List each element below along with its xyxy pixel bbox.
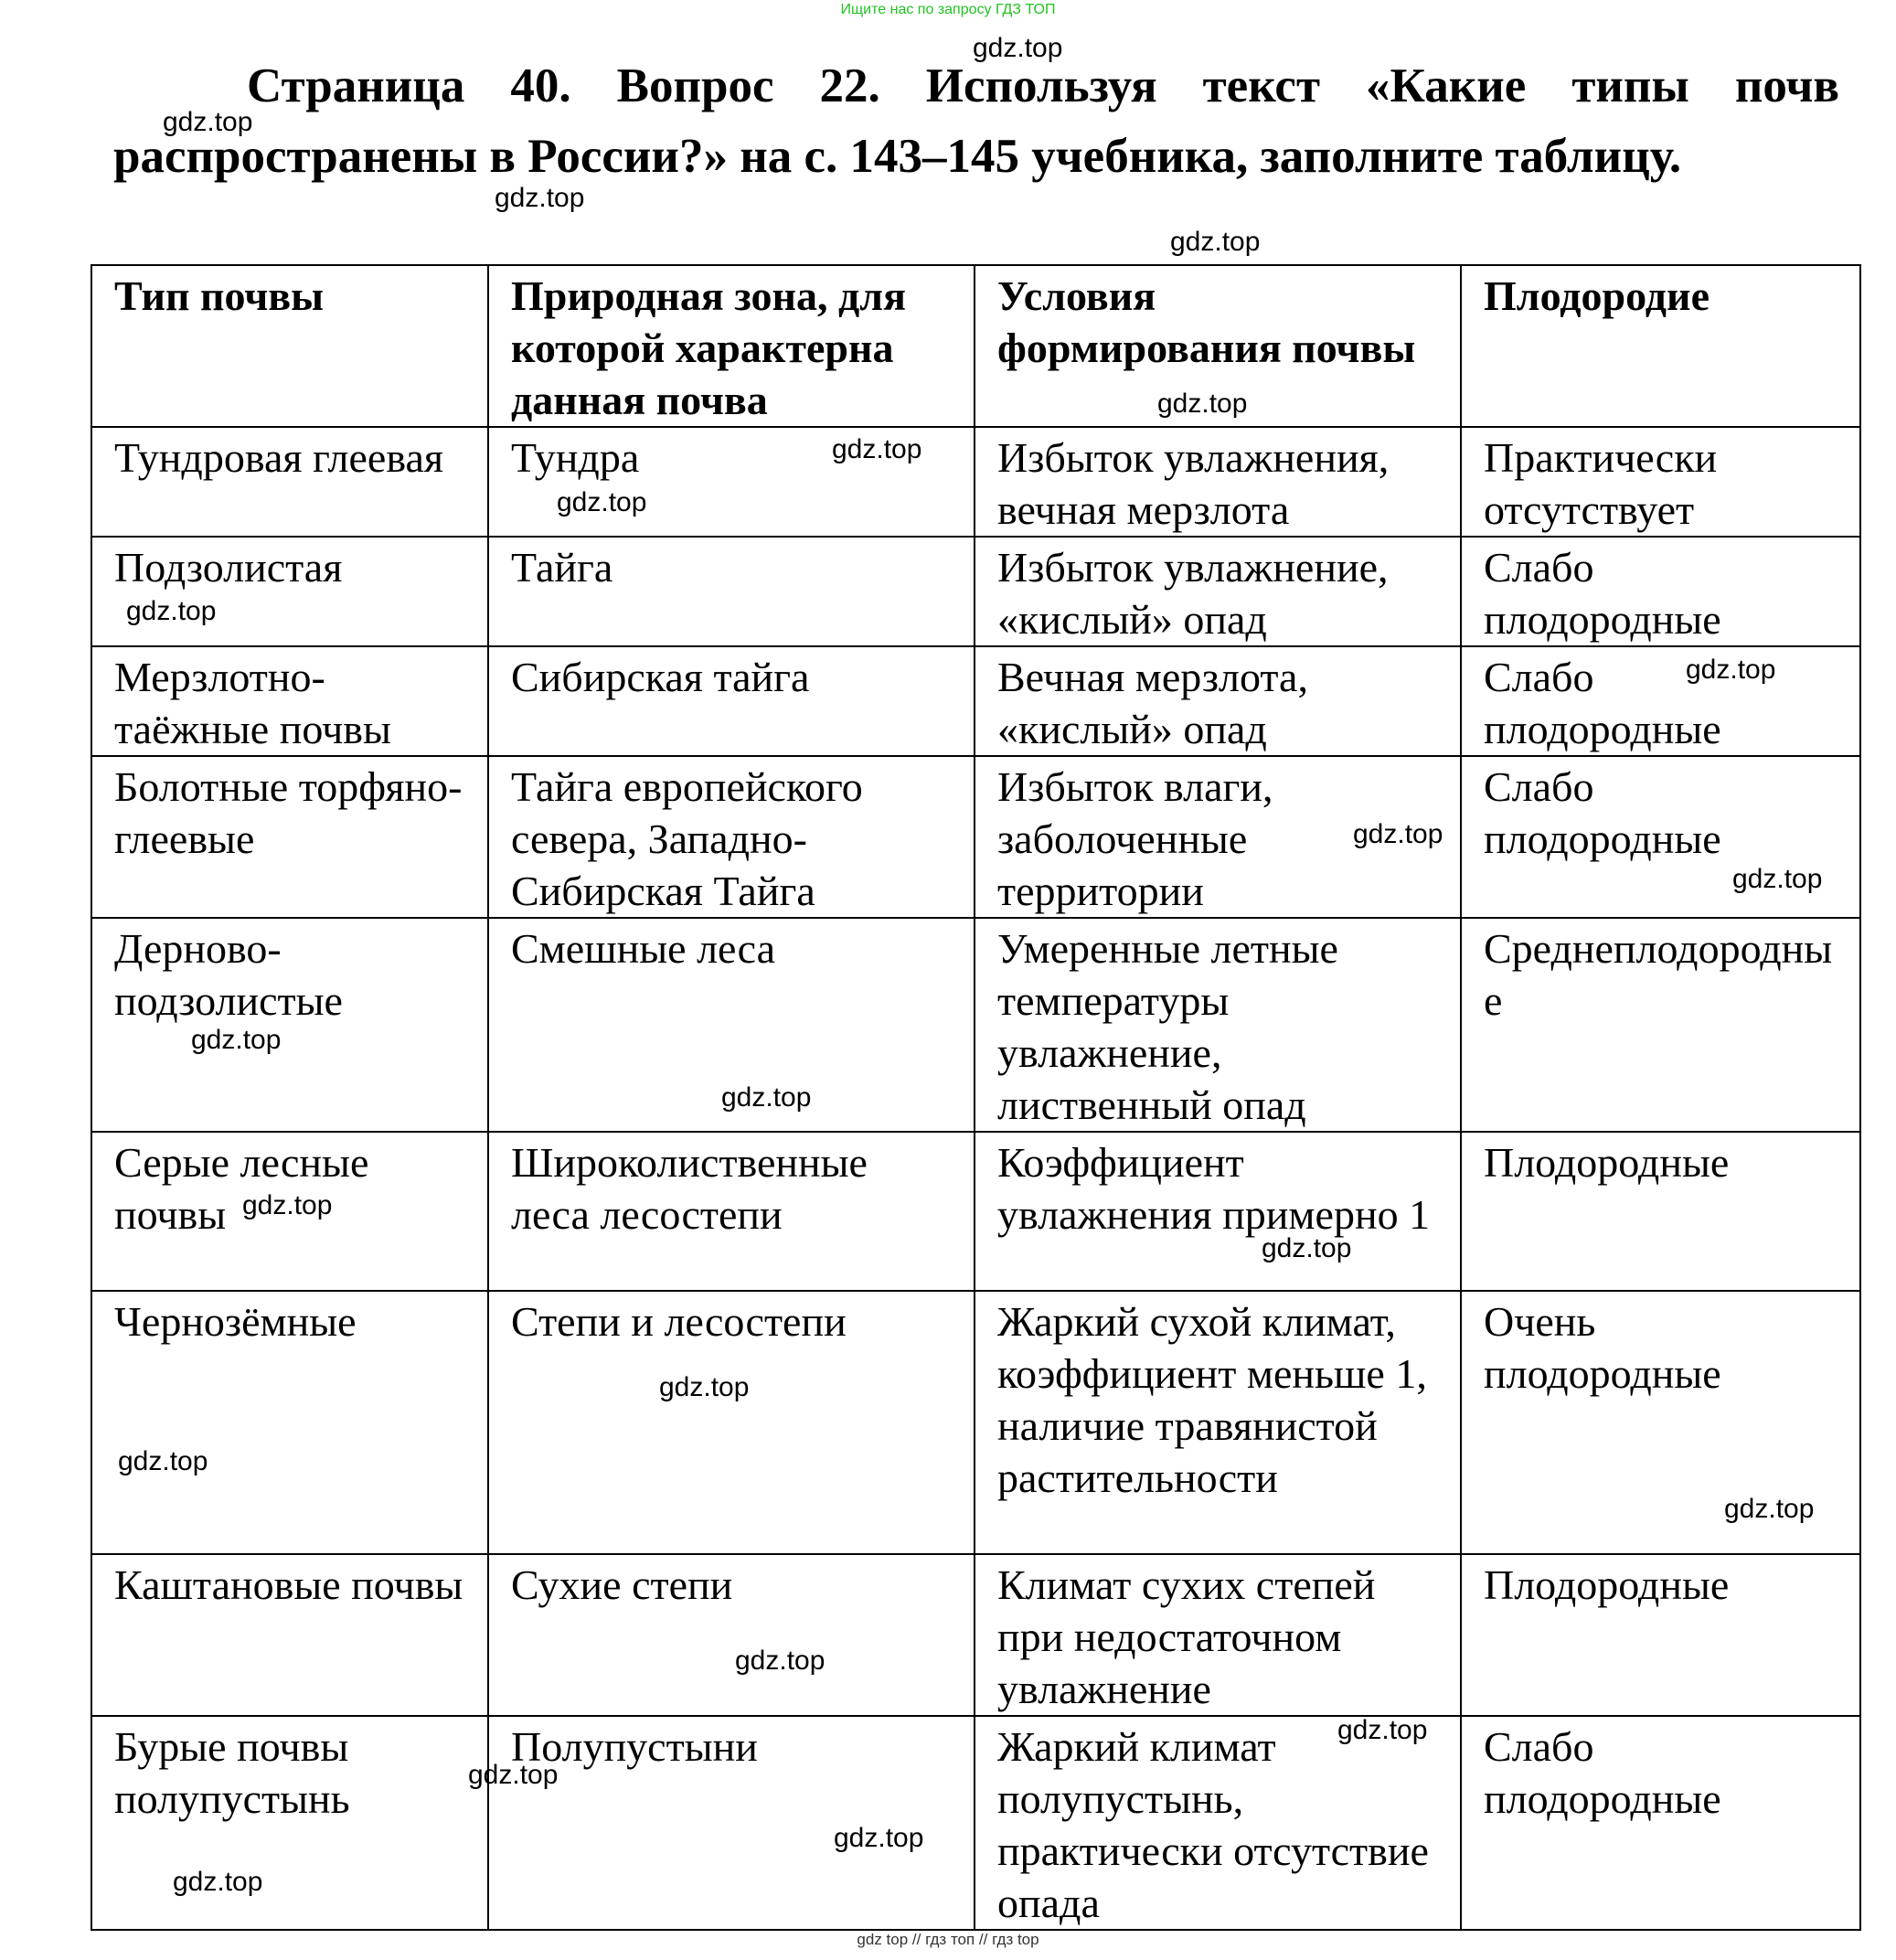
header-formation-conditions: Условия формирования почвы — [975, 265, 1461, 427]
watermark: gdz.top — [1732, 864, 1823, 894]
watermark: gdz.top — [1686, 655, 1776, 685]
cell-natural-zone: Тундра — [488, 427, 975, 537]
cell-formation-conditions: Умеренные летные температуры увлажнение, лиственный опад — [975, 918, 1461, 1132]
cell-formation-conditions: Вечная мерзлота, «кислый» опад — [975, 646, 1461, 756]
cell-formation-conditions: Климат сухих степей при недостаточном увлажнение — [975, 1554, 1461, 1716]
watermark: gdz.top — [832, 434, 922, 464]
cell-natural-zone: Тайга европейского севера, Западно-Сибирская Тайга — [488, 756, 975, 918]
header-natural-zone: Природная зона, для которой характерна данная почва — [488, 265, 975, 427]
watermark: gdz.top — [126, 596, 217, 626]
watermark: gdz.top — [834, 1823, 924, 1853]
watermark: gdz.top — [163, 107, 253, 137]
cell-fertility: Слабо плодородные — [1461, 646, 1860, 756]
cell-formation-conditions: Избыток влаги, заболоченные территории — [975, 756, 1461, 918]
cell-formation-conditions: Избыток увлажнения, вечная мерзлота — [975, 427, 1461, 537]
watermark: gdz.top — [468, 1760, 559, 1790]
cell-soil-type: Чернозёмные — [91, 1291, 488, 1554]
cell-soil-type: Тундровая глеевая — [91, 427, 488, 537]
cell-soil-type: Каштановые почвы — [91, 1554, 488, 1716]
watermark: gdz.top — [721, 1082, 812, 1113]
cell-natural-zone: Широколиственные леса лесостепи — [488, 1132, 975, 1291]
soil-types-table — [91, 264, 1861, 1931]
watermark: gdz.top — [191, 1025, 282, 1055]
cell-fertility: Практически отсутствует — [1461, 427, 1860, 537]
watermark: gdz.top — [659, 1372, 750, 1402]
cell-fertility: Среднеплодородные — [1461, 918, 1860, 1132]
cell-fertility: Плодородные — [1461, 1132, 1860, 1291]
cell-natural-zone: Степи и лесостепи — [488, 1291, 975, 1554]
cell-fertility: Плодородные — [1461, 1554, 1860, 1716]
cell-natural-zone: Смешные леса — [488, 918, 975, 1132]
cell-soil-type: Дерново-подзолистые — [91, 918, 488, 1132]
table-row — [91, 537, 1860, 646]
watermark: gdz.top — [1157, 389, 1248, 419]
cell-formation-conditions: Жаркий климат полупустынь, практически отсутствие опада — [975, 1716, 1461, 1930]
watermark: gdz.top — [173, 1867, 263, 1897]
watermark: gdz.top — [1170, 227, 1261, 257]
table-row — [91, 1554, 1860, 1716]
watermark: gdz.top — [1262, 1233, 1352, 1263]
table-row — [91, 1132, 1860, 1291]
table-row — [91, 918, 1860, 1132]
cell-natural-zone: Сухие степи — [488, 1554, 975, 1716]
cell-natural-zone: Сибирская тайга — [488, 646, 975, 756]
table-row — [91, 646, 1860, 756]
cell-natural-zone: Тайга — [488, 537, 975, 646]
watermark: gdz.top — [735, 1646, 826, 1676]
cell-soil-type: Серые лесные почвы — [91, 1132, 488, 1291]
table-row — [91, 756, 1860, 918]
header-soil-type: Тип почвы — [91, 265, 488, 427]
cell-formation-conditions: Жаркий сухой климат, коэффициент меньше 1, наличие травянистой растительности — [975, 1291, 1461, 1554]
watermark: gdz.top — [973, 33, 1063, 63]
cell-formation-conditions: Избыток увлажнение, «кислый» опад — [975, 537, 1461, 646]
watermark: gdz.top — [1353, 819, 1443, 849]
watermark: gdz.top — [1724, 1494, 1815, 1524]
table-row — [91, 1716, 1860, 1930]
watermark: gdz.top — [242, 1190, 333, 1220]
cell-soil-type: Бурые почвы полупустынь — [91, 1716, 488, 1930]
cell-fertility: Слабо плодородные — [1461, 537, 1860, 646]
watermark: gdz.top — [495, 183, 585, 213]
cell-soil-type: Мерзлотно-таёжные почвы — [91, 646, 488, 756]
table-row — [91, 427, 1860, 537]
watermark: gdz.top — [1337, 1715, 1428, 1745]
cell-fertility: Слабо плодородные — [1461, 756, 1860, 918]
top-banner: Ищите нас по запросу ГДЗ ТОП — [840, 2, 1056, 17]
page-title: Страница 40. Вопрос 22. Используя текст «Какие типы почв распространены в России?» на с. 143–145 учебника, заполните таблицу. — [113, 59, 1839, 183]
cell-fertility: Слабо плодородные — [1461, 1716, 1860, 1930]
cell-natural-zone: Полупустыни — [488, 1716, 975, 1930]
table-header-row — [91, 265, 1860, 427]
cell-fertility: Очень плодородные — [1461, 1291, 1860, 1554]
cell-formation-conditions: Коэффициент увлажнения примерно 1 — [975, 1132, 1461, 1291]
cell-soil-type: Подзолистая — [91, 537, 488, 646]
watermark: gdz.top — [557, 487, 647, 517]
table-row — [91, 1291, 1860, 1554]
watermark: gdz.top — [118, 1446, 208, 1476]
header-fertility: Плодородие — [1461, 265, 1860, 427]
cell-soil-type: Болотные торфяно-глеевые — [91, 756, 488, 918]
bottom-banner: gdz top // гдз топ // гдз top — [857, 1931, 1039, 1948]
